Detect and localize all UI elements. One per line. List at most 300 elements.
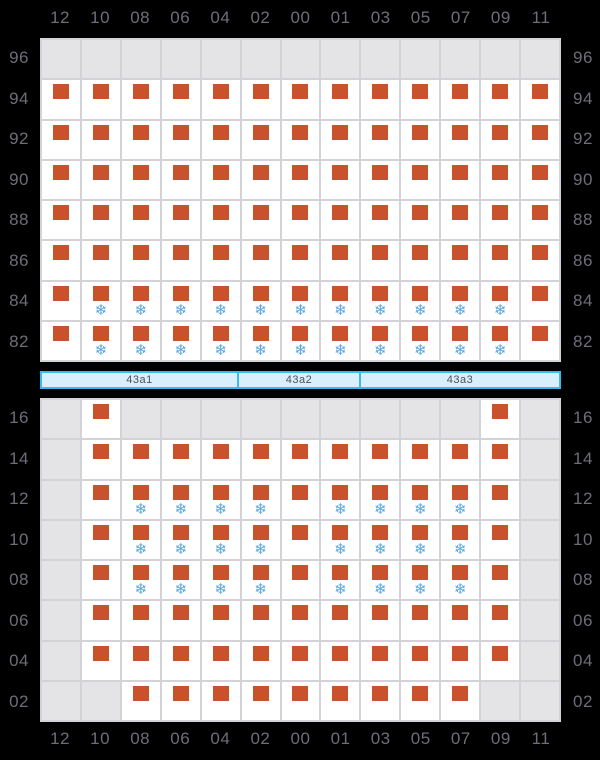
slot-02-16 [241,399,281,439]
slot-12-84[interactable] [41,281,81,321]
slot-09-94[interactable] [480,79,520,119]
slot-02-88[interactable] [241,200,281,240]
cargo-square-icon [213,286,229,301]
cargo-square-icon [452,84,468,99]
cargo-square-icon [492,165,508,180]
slot-08-08[interactable] [121,560,161,600]
slot-06-94[interactable] [161,79,201,119]
slot-08-86[interactable] [121,240,161,280]
slot-10-10[interactable] [81,520,121,560]
cargo-square-icon [173,326,189,341]
slot-04-02[interactable] [201,681,241,721]
slot-08-10[interactable] [121,520,161,560]
cargo-square-icon [173,245,189,260]
cargo-square-icon [332,646,348,661]
slot-05-94[interactable] [400,79,440,119]
cargo-square-icon [412,605,428,620]
slot-07-10[interactable] [440,520,480,560]
slot-11-94[interactable] [520,79,560,119]
slot-10-02 [81,681,121,721]
reefer-snowflake-icon: ❄ [134,301,148,319]
reefer-snowflake-icon: ❄ [254,581,267,598]
slot-03-82[interactable] [360,321,400,361]
slot-09-16[interactable] [480,399,520,439]
slot-01-92[interactable] [320,120,360,160]
slot-07-90[interactable] [440,160,480,200]
slot-01-84[interactable] [320,281,360,321]
column-label: 00 [290,8,311,27]
column-label: 05 [410,729,431,748]
reefer-snowflake-icon: ❄ [453,540,467,558]
cargo-square-icon [292,84,308,99]
slot-00-10[interactable] [281,520,321,560]
slot-01-88[interactable] [320,200,360,240]
reefer-snowflake-icon: ❄ [374,301,387,319]
slot-03-94[interactable] [360,79,400,119]
reefer-snowflake-icon: ❄ [294,341,307,359]
slot-12-04 [41,641,81,681]
slot-04-14[interactable] [201,439,241,479]
slot-02-84[interactable] [241,281,281,321]
slot-10-16[interactable] [81,399,121,439]
slot-02-90[interactable] [241,160,281,200]
tier-label: 90 [573,169,593,189]
slot-02-94[interactable] [241,79,281,119]
cargo-square-icon [253,245,269,260]
slot-07-04[interactable] [440,641,480,681]
tier-label: 06 [9,610,29,630]
column-label: 12 [50,729,70,748]
slot-12-90[interactable] [41,160,81,200]
reefer-snowflake-icon: ❄ [254,540,267,558]
slot-04-10[interactable] [201,520,241,560]
slot-05-14[interactable] [400,439,440,479]
bay-section-43a3[interactable]: 43a3 [359,373,559,387]
slot-00-92[interactable] [281,120,321,160]
slot-03-90[interactable] [360,160,400,200]
column-label: 00 [290,729,311,748]
slot-12-86[interactable] [41,240,81,280]
reefer-snowflake-icon: ❄ [453,301,467,319]
slot-00-12[interactable] [281,480,321,520]
slot-07-94[interactable] [440,79,480,119]
cargo-square-icon [332,485,348,500]
slot-07-88[interactable] [440,200,480,240]
slot-06-84[interactable] [161,281,201,321]
slot-10-92[interactable] [81,120,121,160]
reefer-snowflake-icon: ❄ [413,581,427,598]
cargo-square-icon [253,485,269,500]
tier-label: 10 [573,529,593,549]
slot-04-06[interactable] [201,600,241,640]
slot-01-86[interactable] [320,240,360,280]
reefer-snowflake-icon: ❄ [334,341,347,359]
tier-label: 82 [573,331,593,351]
column-label: 02 [250,8,271,27]
cargo-square-icon [173,646,189,661]
slot-05-12[interactable] [400,480,440,520]
slot-11-96 [520,39,560,79]
column-label: 10 [90,8,111,27]
slot-04-92[interactable] [201,120,241,160]
cargo-square-icon [213,165,229,180]
slot-00-90[interactable] [281,160,321,200]
slot-10-82[interactable] [81,321,121,361]
slot-06-92[interactable] [161,120,201,160]
cargo-square-icon [412,326,428,341]
slot-05-04[interactable] [400,641,440,681]
slot-04-96 [201,39,241,79]
cargo-square-icon [173,686,189,701]
slot-03-84[interactable] [360,281,400,321]
slot-07-84[interactable] [440,281,480,321]
slot-12-88[interactable] [41,200,81,240]
cargo-square-icon [412,245,428,260]
slot-05-90[interactable] [400,160,440,200]
cargo-square-icon [93,326,109,341]
cargo-square-icon [253,605,269,620]
tier-label: 96 [573,48,593,68]
reefer-snowflake-icon: ❄ [254,500,267,518]
slot-11-84[interactable] [520,281,560,321]
slot-04-94[interactable] [201,79,241,119]
slot-04-12[interactable] [201,480,241,520]
slot-06-04[interactable] [161,641,201,681]
cargo-square-icon [292,444,308,459]
section-bar [40,371,561,389]
reefer-snowflake-icon: ❄ [453,581,467,598]
slot-02-06[interactable] [241,600,281,640]
tier-label: 16 [573,408,593,428]
slot-01-12[interactable] [320,480,360,520]
slot-06-90[interactable] [161,160,201,200]
cargo-square-icon [372,326,388,341]
slot-04-82[interactable] [201,321,241,361]
slot-12-82[interactable] [41,321,81,361]
reefer-snowflake-icon: ❄ [413,301,427,319]
cargo-square-icon [173,286,189,301]
slot-02-14[interactable] [241,439,281,479]
reefer-snowflake-icon: ❄ [214,301,227,319]
slot-09-90[interactable] [480,160,520,200]
column-label: 08 [130,729,151,748]
cargo-square-icon [213,686,229,701]
cargo-square-icon [372,125,388,140]
slot-00-06[interactable] [281,600,321,640]
slot-03-92[interactable] [360,120,400,160]
bay-section-43a1[interactable]: 43a1 [126,374,153,386]
slot-11-08 [520,560,560,600]
cargo-square-icon [332,165,348,180]
cargo-square-icon [53,326,69,341]
cargo-square-icon [532,286,548,301]
slot-07-08[interactable] [440,560,480,600]
reefer-snowflake-icon: ❄ [334,540,347,558]
slot-10-04[interactable] [81,641,121,681]
slot-01-02[interactable] [320,681,360,721]
slot-01-10[interactable] [320,520,360,560]
tier-label: 94 [9,88,29,108]
slot-02-12[interactable] [241,480,281,520]
slot-07-82[interactable] [440,321,480,361]
cargo-square-icon [93,444,109,459]
slot-06-06[interactable] [161,600,201,640]
slot-10-94[interactable] [81,79,121,119]
slot-10-12[interactable] [81,480,121,520]
slot-02-02[interactable] [241,681,281,721]
cargo-square-icon [133,565,149,580]
slot-11-16 [520,399,560,439]
slot-11-82[interactable] [520,321,560,361]
slot-07-06[interactable] [440,600,480,640]
slot-04-88[interactable] [201,200,241,240]
slot-09-82[interactable] [480,321,520,361]
bay-section-43a2[interactable]: 43a2 [237,373,359,387]
slot-00-04[interactable] [281,641,321,681]
slot-09-14[interactable] [480,439,520,479]
slot-03-10[interactable] [360,520,400,560]
slot-03-14[interactable] [360,439,400,479]
slot-09-10[interactable] [480,520,520,560]
slot-00-16 [281,399,321,439]
slot-01-90[interactable] [320,160,360,200]
slot-04-84[interactable] [201,281,241,321]
cargo-square-icon [372,444,388,459]
slot-12-92[interactable] [41,120,81,160]
slot-02-04[interactable] [241,641,281,681]
cargo-square-icon [412,686,428,701]
column-label: 07 [450,729,471,748]
cargo-square-icon [292,525,308,540]
slot-05-86[interactable] [400,240,440,280]
cargo-square-icon [213,565,229,580]
reefer-snowflake-icon: ❄ [493,301,507,319]
column-label: 06 [170,8,191,27]
cargo-square-icon [372,525,388,540]
cargo-square-icon [332,686,348,701]
slot-00-86[interactable] [281,240,321,280]
slot-05-02[interactable] [400,681,440,721]
tier-label: 92 [9,129,29,149]
cargo-square-icon [452,286,468,301]
slot-05-10[interactable] [400,520,440,560]
tier-label: 84 [573,291,593,311]
slot-02-82[interactable] [241,321,281,361]
slot-08-16 [121,399,161,439]
slot-08-88[interactable] [121,200,161,240]
slot-03-02[interactable] [360,681,400,721]
cargo-square-icon [492,125,508,140]
slot-07-02[interactable] [440,681,480,721]
slot-03-04[interactable] [360,641,400,681]
column-label: 08 [130,8,151,27]
cargo-square-icon [332,605,348,620]
slot-07-86[interactable] [440,240,480,280]
slot-11-92[interactable] [520,120,560,160]
slot-04-90[interactable] [201,160,241,200]
reefer-snowflake-icon: ❄ [493,341,507,359]
slot-06-88[interactable] [161,200,201,240]
cargo-square-icon [133,605,149,620]
cargo-square-icon [93,165,109,180]
tier-label: 82 [9,331,29,351]
reefer-snowflake-icon: ❄ [214,540,227,558]
slot-07-14[interactable] [440,439,480,479]
slot-11-90[interactable] [520,160,560,200]
cargo-square-icon [292,686,308,701]
slot-06-08[interactable] [161,560,201,600]
cargo-square-icon [133,326,149,341]
reefer-snowflake-icon: ❄ [94,341,108,359]
slot-10-90[interactable] [81,160,121,200]
slot-02-92[interactable] [241,120,281,160]
slot-07-16 [440,399,480,439]
slot-05-82[interactable] [400,321,440,361]
slot-00-88[interactable] [281,200,321,240]
slot-00-94[interactable] [281,79,321,119]
tier-label: 84 [9,291,29,311]
slot-09-92[interactable] [480,120,520,160]
slot-00-82[interactable] [281,321,321,361]
column-label: 04 [210,8,231,27]
slot-04-08[interactable] [201,560,241,600]
slot-10-08[interactable] [81,560,121,600]
slot-06-12[interactable] [161,480,201,520]
cargo-square-icon [53,84,69,99]
column-label: 11 [531,729,551,748]
slot-09-96 [480,39,520,79]
slot-10-88[interactable] [81,200,121,240]
slot-08-92[interactable] [121,120,161,160]
cargo-square-icon [452,165,468,180]
tier-label: 14 [573,448,593,468]
slot-01-04[interactable] [320,641,360,681]
slot-09-04[interactable] [480,641,520,681]
reefer-snowflake-icon: ❄ [413,540,427,558]
slot-03-12[interactable] [360,480,400,520]
cargo-square-icon [492,404,508,419]
cargo-square-icon [332,125,348,140]
slot-09-08[interactable] [480,560,520,600]
slot-02-08[interactable] [241,560,281,600]
slot-03-06[interactable] [360,600,400,640]
slot-11-86[interactable] [520,240,560,280]
slot-00-14[interactable] [281,439,321,479]
slot-03-08[interactable] [360,560,400,600]
reefer-snowflake-icon: ❄ [174,341,188,359]
cargo-square-icon [332,245,348,260]
slot-00-08[interactable] [281,560,321,600]
slot-07-92[interactable] [440,120,480,160]
cargo-square-icon [253,646,269,661]
slot-00-84[interactable] [281,281,321,321]
slot-05-96 [400,39,440,79]
bottom-column-axis [40,723,561,755]
slot-08-04[interactable] [121,641,161,681]
slot-10-96 [81,39,121,79]
cargo-square-icon [93,125,109,140]
slot-06-82[interactable] [161,321,201,361]
slot-11-88[interactable] [520,200,560,240]
column-label: 12 [50,8,70,27]
cargo-square-icon [253,326,269,341]
column-label: 01 [330,8,351,27]
reefer-snowflake-icon: ❄ [254,341,267,359]
slot-05-08[interactable] [400,560,440,600]
cargo-square-icon [372,205,388,220]
slot-03-88[interactable] [360,200,400,240]
slot-06-86[interactable] [161,240,201,280]
slot-01-94[interactable] [320,79,360,119]
slot-00-02[interactable] [281,681,321,721]
slot-01-08[interactable] [320,560,360,600]
slot-01-14[interactable] [320,439,360,479]
slot-08-14[interactable] [121,439,161,479]
slot-08-84[interactable] [121,281,161,321]
slot-06-14[interactable] [161,439,201,479]
cargo-square-icon [173,485,189,500]
slot-09-06[interactable] [480,600,520,640]
slot-09-84[interactable] [480,281,520,321]
slot-08-94[interactable] [121,79,161,119]
slot-04-04[interactable] [201,641,241,681]
cargo-square-icon [93,525,109,540]
slot-01-06[interactable] [320,600,360,640]
cargo-square-icon [213,125,229,140]
slot-06-02[interactable] [161,681,201,721]
column-label: 11 [531,8,551,27]
slot-10-84[interactable] [81,281,121,321]
tier-label: 02 [573,691,593,711]
slot-12-94[interactable] [41,79,81,119]
slot-05-92[interactable] [400,120,440,160]
cargo-square-icon [292,205,308,220]
cargo-square-icon [93,605,109,620]
cargo-square-icon [173,205,189,220]
slot-10-86[interactable] [81,240,121,280]
slot-07-12[interactable] [440,480,480,520]
slot-10-14[interactable] [81,439,121,479]
cargo-square-icon [93,245,109,260]
cargo-square-icon [93,205,109,220]
slot-02-96 [241,39,281,79]
slot-09-86[interactable] [480,240,520,280]
slot-01-82[interactable] [320,321,360,361]
slot-05-06[interactable] [400,600,440,640]
slot-02-86[interactable] [241,240,281,280]
cargo-square-icon [492,565,508,580]
slot-09-12[interactable] [480,480,520,520]
slot-09-88[interactable] [480,200,520,240]
slot-08-02[interactable] [121,681,161,721]
slot-05-88[interactable] [400,200,440,240]
slot-03-86[interactable] [360,240,400,280]
slot-08-82[interactable] [121,321,161,361]
slot-07-96 [440,39,480,79]
slot-08-12[interactable] [121,480,161,520]
slot-08-06[interactable] [121,600,161,640]
cargo-square-icon [133,205,149,220]
slot-10-06[interactable] [81,600,121,640]
slot-02-10[interactable] [241,520,281,560]
cargo-square-icon [412,205,428,220]
slot-04-86[interactable] [201,240,241,280]
tier-label: 10 [9,529,29,549]
slot-08-90[interactable] [121,160,161,200]
column-label: 04 [210,729,231,748]
slot-06-10[interactable] [161,520,201,560]
slot-05-84[interactable] [400,281,440,321]
